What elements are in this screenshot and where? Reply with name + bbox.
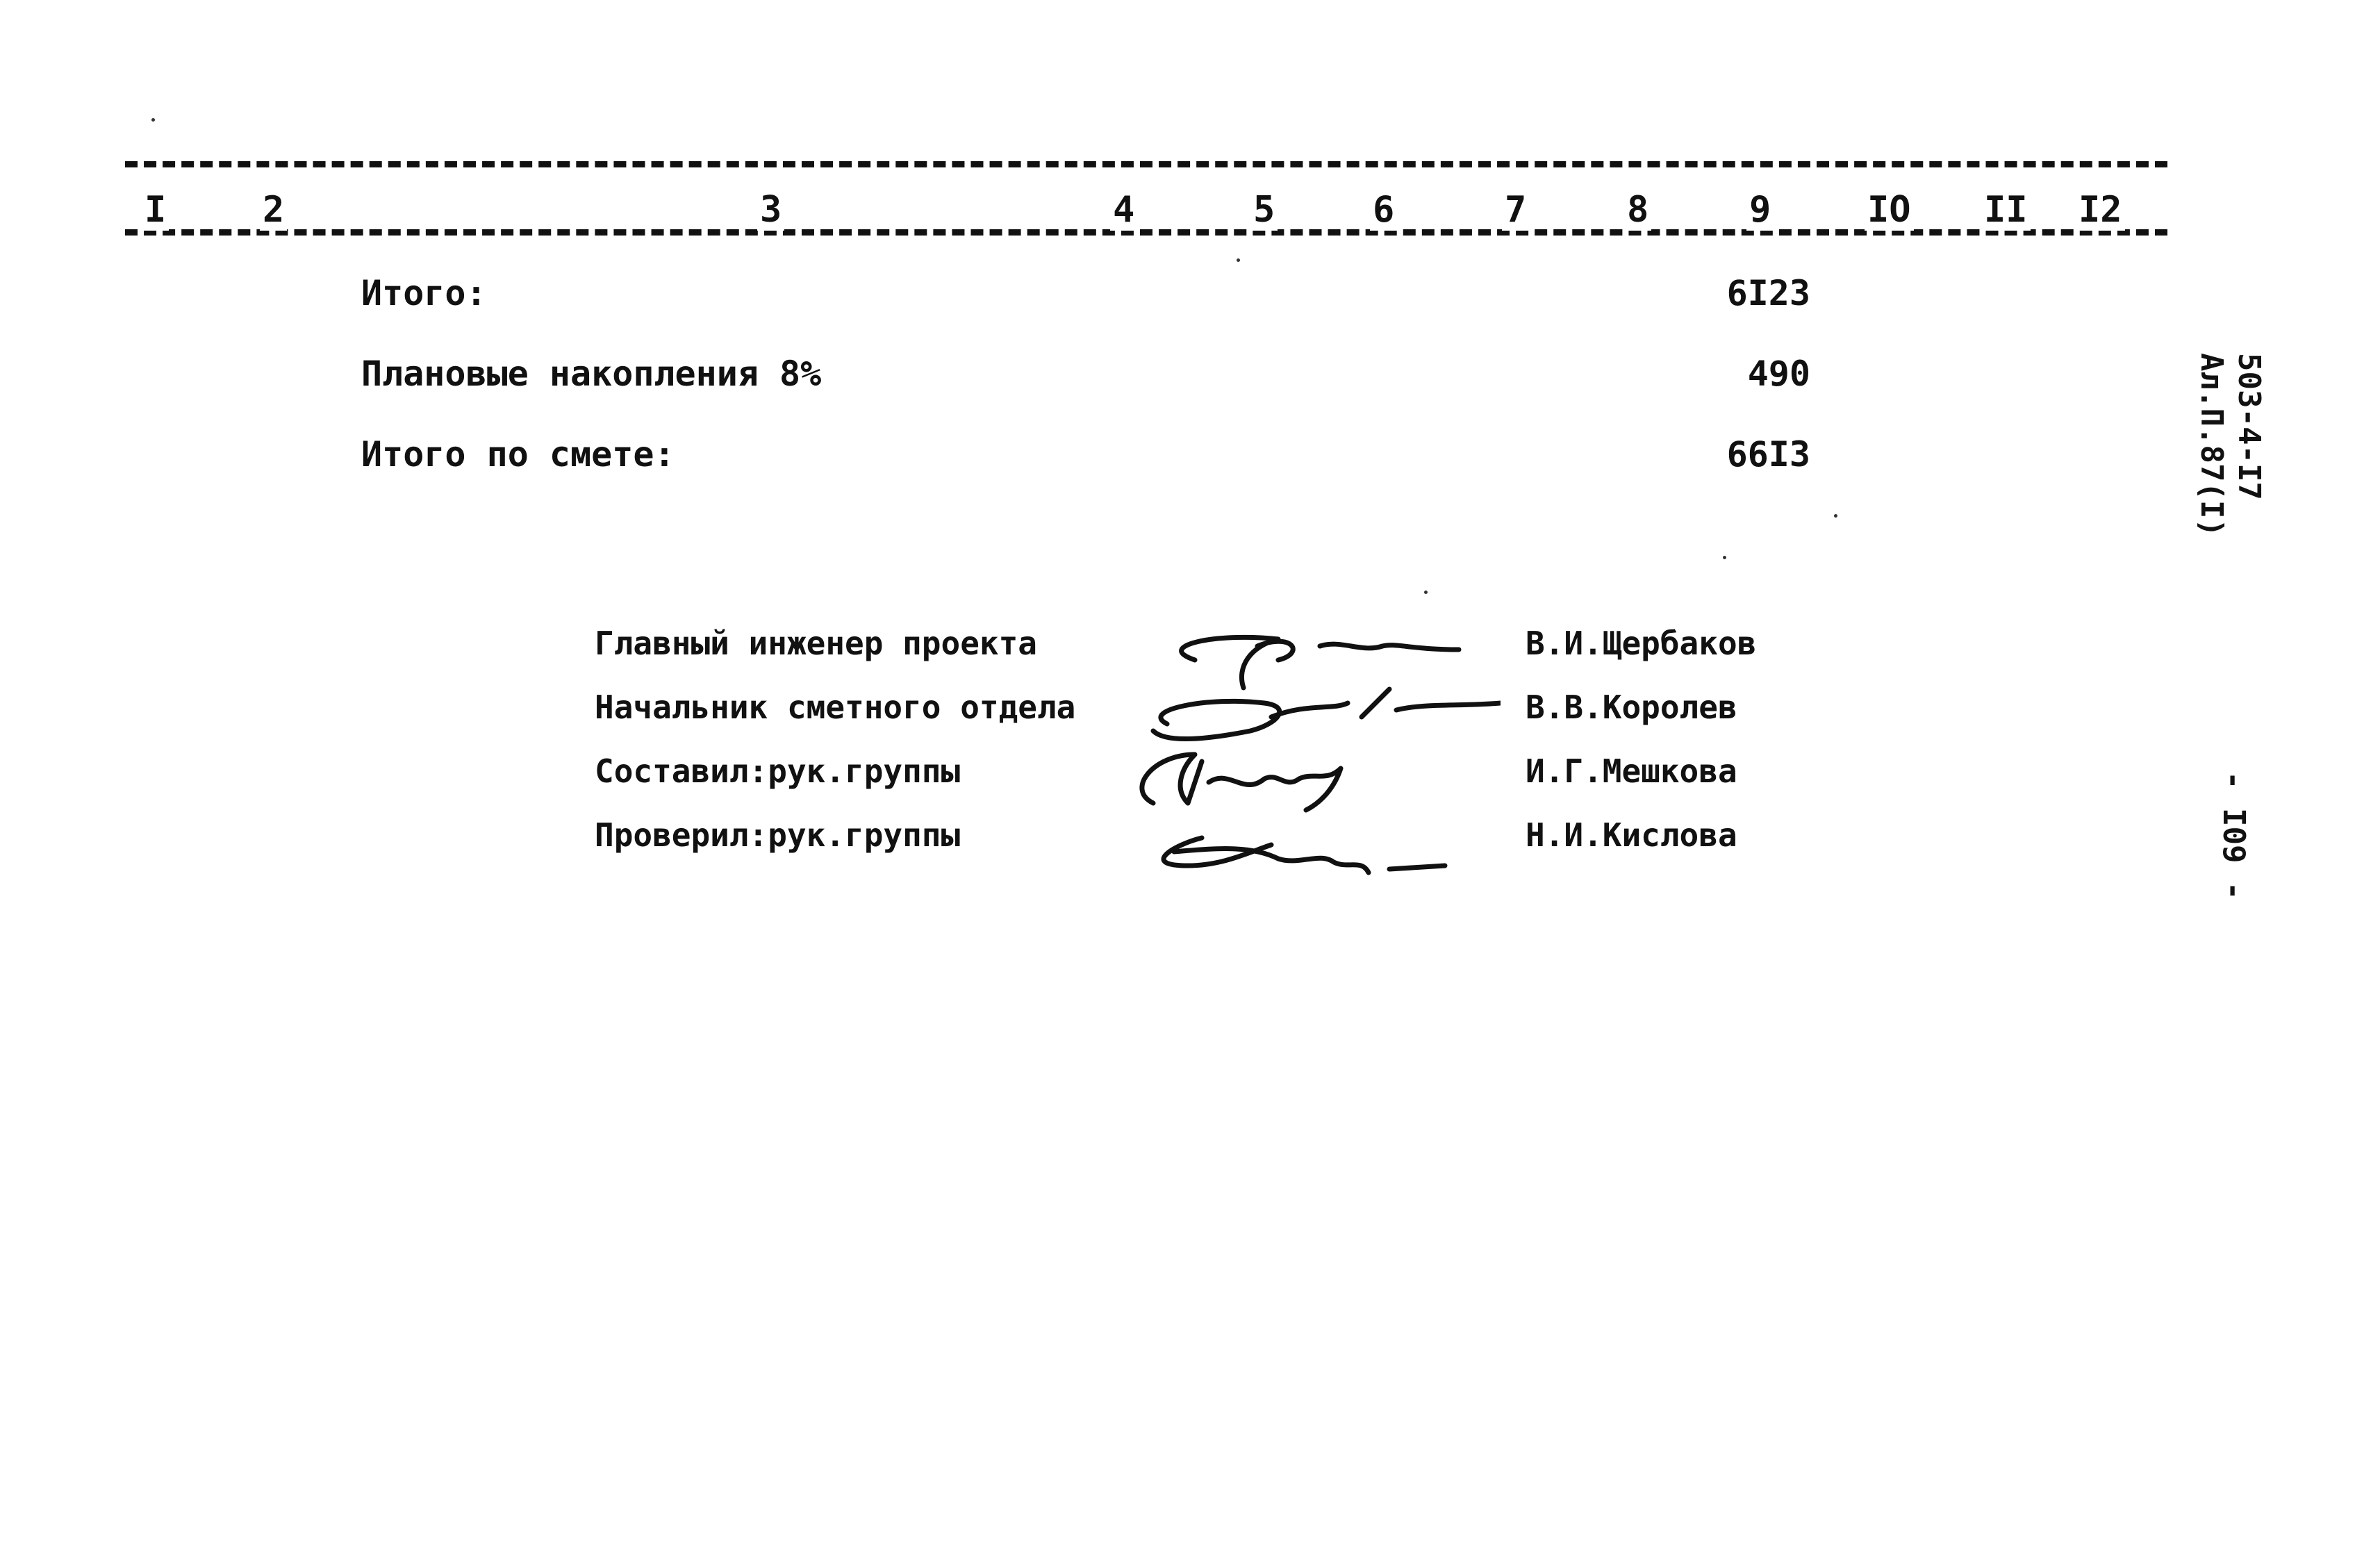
signer-name: И.Г.Мешкова [1526, 752, 1737, 790]
column-number: I [142, 189, 169, 231]
estimate-total-label: Итого по смете: [361, 434, 675, 475]
estimate-total-value: 66I3 [1726, 434, 1810, 475]
scan-speck [151, 118, 155, 122]
column-number: 8 [1624, 189, 1651, 231]
signer-role: Начальник сметного отдела [595, 688, 1076, 726]
column-number: 2 [260, 189, 287, 231]
column-number: 3 [757, 189, 784, 231]
planned-savings-label: Плановые накопления 8% [361, 354, 822, 394]
column-number: 6 [1370, 189, 1397, 231]
signer-name: В.В.Королев [1526, 688, 1737, 726]
signer-role: Проверил:рук.группы [595, 816, 961, 854]
scan-speck [1424, 591, 1428, 594]
document-code: 503-4-I7 [2231, 353, 2267, 500]
signer-role: Составил:рук.группы [595, 752, 961, 790]
page-number: - I09 - [2216, 771, 2251, 900]
header-top-rule [125, 161, 2167, 167]
album-reference: Ал.П.87(I) [2194, 353, 2229, 537]
planned-savings-value: 490 [1747, 354, 1810, 394]
signer-role: Главный инженер проекта [595, 625, 1037, 662]
signer-name: В.И.Щербаков [1526, 625, 1757, 662]
signer-name: Н.И.Кислова [1526, 816, 1737, 854]
total-value: 6I23 [1726, 273, 1810, 313]
total-label: Итого: [361, 273, 487, 313]
header-bottom-rule [125, 229, 2167, 236]
scan-speck [1834, 514, 1837, 518]
handwritten-signature [1112, 810, 1459, 886]
column-number: IO [1865, 189, 1914, 231]
column-number: 7 [1502, 189, 1529, 231]
column-number: 4 [1110, 189, 1137, 231]
column-number: II [1981, 189, 2031, 231]
column-number: 9 [1746, 189, 1774, 231]
scan-speck [1723, 556, 1726, 559]
column-number: 5 [1250, 189, 1278, 231]
column-number: I2 [2076, 189, 2125, 231]
scan-speck [1237, 258, 1240, 262]
